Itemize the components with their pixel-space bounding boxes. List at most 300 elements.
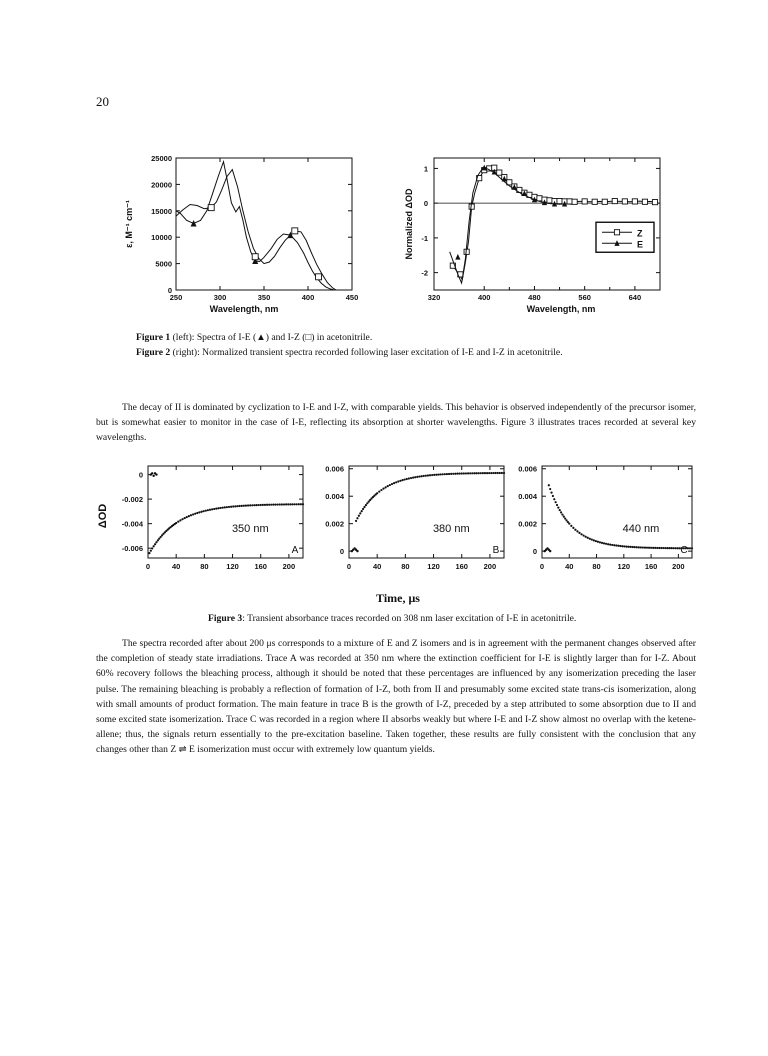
figure-3-data-point xyxy=(595,540,597,542)
figure-3-data-point xyxy=(283,503,285,505)
figure-2-ytick-label: 0 xyxy=(423,199,428,209)
figure-1-xtick-label: 400 xyxy=(301,293,315,302)
figure-3-data-point xyxy=(186,516,188,518)
figure-3-data-point xyxy=(423,475,425,477)
figure-3-data-point xyxy=(205,510,207,512)
figure-2-marker-Z xyxy=(622,199,627,204)
figure-3-wavelength-label: 350 nm xyxy=(231,523,269,536)
figure-3-data-point xyxy=(366,502,368,504)
figure-3-data-point xyxy=(559,509,561,511)
figure-3-data-point xyxy=(157,539,159,541)
figure-3-data-point xyxy=(414,476,416,478)
figure-3-data-point xyxy=(662,547,664,549)
figure-3-data-point xyxy=(463,472,465,474)
figure-3-data-point xyxy=(552,495,554,497)
figure-3-data-point xyxy=(272,504,274,506)
figure-3-data-point xyxy=(302,503,304,505)
figure-3-data-point xyxy=(389,484,391,486)
figure-1-ytick-label: 25000 xyxy=(151,154,172,163)
figure-3-data-point xyxy=(258,504,260,506)
figure-3-data-point xyxy=(621,545,623,547)
figure-3-data-point xyxy=(277,503,279,505)
figure-3-xtick-label: 120 xyxy=(226,562,239,571)
figure-1-marker-I-Z xyxy=(208,205,214,211)
figure-3-xtick-label: 80 xyxy=(200,562,209,571)
figure-2-xtick-label: 320 xyxy=(427,293,441,302)
figure-3-ytick-label: 0 xyxy=(339,547,344,557)
figure-3-data-point xyxy=(431,474,433,476)
figure-3-data-point xyxy=(609,543,611,545)
figure-1-xtick-label: 250 xyxy=(169,293,183,302)
figure-3-data-point xyxy=(488,472,490,474)
figure-2-xtick-label: 400 xyxy=(477,293,491,302)
figure-3-data-point xyxy=(439,473,441,475)
figure-3-data-point xyxy=(380,489,382,491)
figure-3-data-point xyxy=(175,522,177,524)
figure-3-data-point xyxy=(619,545,621,547)
figure-3-ytick-label: -0.006 xyxy=(121,544,143,554)
figure-3-data-point xyxy=(397,480,399,482)
figure-3-baseline-point xyxy=(151,472,153,474)
figure-3-data-point xyxy=(395,481,397,483)
figure-3-data-point xyxy=(654,547,656,549)
figure-3-data-point xyxy=(287,503,289,505)
figure-3-baseline-point xyxy=(356,550,358,552)
figure-3-data-point xyxy=(418,475,420,477)
figure-3-data-point xyxy=(155,541,157,543)
figure-1-ylabel: ε, M⁻¹ cm⁻¹ xyxy=(124,200,134,248)
figure-3-xtick-label: 200 xyxy=(282,562,296,571)
figure-3-data-point xyxy=(247,504,249,506)
figure-3-ytick-label: -0.004 xyxy=(121,519,143,529)
figure-3-data-point xyxy=(226,506,228,508)
figure-2-marker-Z xyxy=(632,199,637,204)
figure-3-data-point xyxy=(563,516,565,518)
figure-3-data-point xyxy=(580,533,582,535)
figure-3-data-point xyxy=(475,472,477,474)
figure-3-data-point xyxy=(597,541,599,543)
figure-3-data-point xyxy=(675,547,677,549)
figure-2-legend-label: Z xyxy=(637,228,643,239)
figure-3-data-point xyxy=(236,505,238,507)
figure-3-data-point xyxy=(564,517,566,519)
figure-2-marker-Z xyxy=(567,199,572,204)
figure-3-data-point xyxy=(361,510,363,512)
figure-3-data-point xyxy=(232,505,234,507)
figure-3-data-point xyxy=(279,503,281,505)
figure-3-data-point xyxy=(603,542,605,544)
figure-3-data-point xyxy=(298,503,300,505)
figure-3-data-point xyxy=(467,472,469,474)
figure-2-caption xyxy=(136,346,696,360)
figure-3-data-point xyxy=(497,472,499,474)
figure-3-data-point xyxy=(177,521,179,523)
figure-3-data-point xyxy=(582,534,584,536)
figure-3-data-point xyxy=(435,474,437,476)
figure-1-ytick-label: 15000 xyxy=(151,206,172,216)
paragraph-1-text: The decay of II is dominated by cyclization to I-E and I-Z, with comparable yields. This behavior is observed independently of the precursor isomer, but is somewhat easier to monitor in the case of I-E, reflecting its absorption at shorter wavelengths. Figure 3 illustrates traces recorded at several key wavelengths. xyxy=(96,402,696,444)
figure-3-data-point xyxy=(253,504,255,506)
figure-3-data-point xyxy=(255,504,257,506)
figure-3-data-point xyxy=(473,472,475,474)
figure-3-data-point xyxy=(646,547,648,549)
figure-3-data-point xyxy=(264,504,266,506)
figure-3-wavelength-label: 440 nm xyxy=(622,523,660,536)
figure-2-caption-text: (right): Normalized transient spectra recorded following laser excitation of I-E and I-Z in acetonitrile. xyxy=(170,347,563,358)
figure-3-xtick-label: 40 xyxy=(373,562,382,571)
figure-3-panel-B xyxy=(325,465,505,571)
figure-3-data-point xyxy=(200,511,202,513)
figure-3-data-point xyxy=(387,485,389,487)
figure-3-data-point xyxy=(148,552,150,554)
figure-3-data-point xyxy=(243,505,245,507)
figure-3-data-point xyxy=(490,472,492,474)
figure-3-data-point xyxy=(274,503,276,505)
figure-3-data-point xyxy=(429,474,431,476)
figure-3-data-point xyxy=(478,472,480,474)
figure-3-data-point xyxy=(666,547,668,549)
figure-1-series-line-I-E xyxy=(176,162,334,290)
figure-3-data-point xyxy=(355,520,357,522)
figure-3-data-point xyxy=(448,473,450,475)
figure-3-data-point xyxy=(656,547,658,549)
figure-3-caption xyxy=(208,612,728,626)
figure-3-data-point xyxy=(154,543,156,545)
figure-2-marker-Z xyxy=(592,199,597,204)
figure-3-data-point xyxy=(266,504,268,506)
figure-3-data-point xyxy=(627,546,629,548)
figure-3-panel-letter: A xyxy=(291,545,299,556)
figure-1-marker-I-E xyxy=(191,220,197,227)
figure-3-panel-A xyxy=(122,466,304,571)
figure-3-data-point xyxy=(486,472,488,474)
figure-3-data-point xyxy=(427,474,429,476)
figure-3-data-point xyxy=(444,473,446,475)
figure-3-data-point xyxy=(291,503,293,505)
figure-3-data-point xyxy=(465,472,467,474)
figure-3-baseline-point xyxy=(155,473,157,475)
figure-3-data-point xyxy=(211,508,213,510)
figure-3-data-point xyxy=(677,547,679,549)
figure-3-data-point xyxy=(217,507,219,509)
figure-2-marker-E xyxy=(455,254,460,260)
figure-3-data-point xyxy=(548,484,550,486)
figure-3-data-point xyxy=(406,478,408,480)
figure-2-marker-Z xyxy=(572,199,577,204)
figure-2-legend-box xyxy=(596,222,654,252)
figure-3-data-point xyxy=(219,507,221,509)
figure-3-data-point xyxy=(268,504,270,506)
figure-1-marker-I-Z xyxy=(252,254,258,260)
figure-2-xtick-label: 560 xyxy=(578,293,591,302)
figure-1-caption xyxy=(136,331,696,345)
figure-3-data-point xyxy=(192,513,194,515)
figure-3-data-point xyxy=(471,472,473,474)
figure-3-data-point xyxy=(587,537,589,539)
figure-3-data-point xyxy=(213,508,215,510)
figure-1-xtick-label: 350 xyxy=(257,293,271,302)
figure-3-data-point xyxy=(570,525,572,527)
figure-2-chart xyxy=(400,150,670,322)
figure-3-xtick-label: 0 xyxy=(145,562,151,571)
figure-1-xtick-label: 450 xyxy=(345,293,359,302)
figure-3-data-point xyxy=(207,509,209,511)
figure-3-data-point xyxy=(203,510,205,512)
figure-3-data-point xyxy=(224,506,226,508)
figure-3-data-point xyxy=(293,503,295,505)
figure-3-data-point xyxy=(593,539,595,541)
figure-2-xtick-label: 640 xyxy=(628,293,642,302)
figure-3-data-point xyxy=(362,508,364,510)
figure-3-data-point xyxy=(228,506,230,508)
figure-3-data-point xyxy=(241,505,243,507)
figure-2-legend-label: E xyxy=(637,239,644,250)
figure-3-data-point xyxy=(672,547,674,549)
figure-3-xtick-label: 160 xyxy=(455,562,468,571)
figure-3-data-point xyxy=(605,543,607,545)
paragraph-2-text: The spectra recorded after about 200 μs corresponds to a mixture of E and Z isomers and is in agreement with the permanent changes observed after the completion of steady state irradiations. Trace A was recorded at 350 nm where the extinction coefficient for I-E is slightly larger than for I-Z. About 60% recovery follows the bleaching process, although it should be noted that these percentages are influenced by any isomerization preceding the laser pulse. The remaining bleaching is probably a reflection of formation of I-Z, both from II and presumably some excited state trans-cis isomerization, along with small amounts of product formation. The main feature in trace B is the growth of I-Z, preceded by a step attributed to some absorption due to II and some excited state isomerization. Trace C was recorded in a region where II absorbs weakly but where I-E and I-Z show almost no overlap with the ketene-allene; thus, the signals return essentially to the pre-excitation baseline. Taken together, these results are fully consistent with the conclusion that any changes other than Z ⇌ E isomerization must occur with extremely low quantum yields. xyxy=(96,638,696,756)
figure-3-data-point xyxy=(365,504,367,506)
figure-3-data-point xyxy=(382,488,384,490)
figure-3-data-point xyxy=(385,486,387,488)
figure-2-marker-Z xyxy=(652,200,657,205)
figure-3-data-point xyxy=(358,515,360,517)
figure-3-data-point xyxy=(634,546,636,548)
figure-3-data-point xyxy=(416,476,418,478)
figure-3-data-point xyxy=(670,547,672,549)
figure-3-xtick-label: 200 xyxy=(672,562,685,571)
figure-3-data-point xyxy=(450,473,452,475)
figure-3-data-point xyxy=(599,541,601,543)
figure-3-panel-frame xyxy=(349,466,504,558)
figure-3-data-point xyxy=(664,547,666,549)
figure-2-ytick-label: 1 xyxy=(423,164,428,174)
figure-3-data-point xyxy=(482,472,484,474)
figure-3-data-point xyxy=(230,506,232,508)
figure-3-data-point xyxy=(501,472,503,474)
figure-3-panel-C xyxy=(518,465,693,571)
figure-3-panel-letter: C xyxy=(680,545,688,556)
figure-3-data-point xyxy=(378,490,380,492)
figure-2-marker-Z xyxy=(497,170,502,175)
figure-3-xtick-label: 120 xyxy=(617,562,631,571)
figure-3-xtick-label: 80 xyxy=(401,562,410,571)
figure-3-data-point xyxy=(194,513,196,515)
figure-3-data-point xyxy=(623,545,625,547)
figure-3-data-point xyxy=(391,483,393,485)
figure-2-marker-Z xyxy=(557,198,562,203)
figure-3-data-point xyxy=(359,512,361,514)
figure-2-marker-Z xyxy=(602,199,607,204)
figure-3-data-point xyxy=(198,511,200,513)
figure-3-data-point xyxy=(557,507,559,509)
figure-3-panel-letter: B xyxy=(492,545,500,556)
figure-1-ytick-label: 20000 xyxy=(151,180,172,190)
figure-3-ytick-label: 0.002 xyxy=(325,519,344,529)
figure-2-ytick-label: -1 xyxy=(421,233,428,243)
figure-3-data-point xyxy=(640,546,642,548)
figure-3-data-point xyxy=(550,492,552,494)
figure-3-data-point xyxy=(209,509,211,511)
figure-3-xtick-label: 200 xyxy=(483,562,497,571)
figure-3-data-point xyxy=(480,472,482,474)
figure-3-data-point xyxy=(376,492,378,494)
figure-3-data-point xyxy=(652,547,654,549)
figure-2-legend-marker xyxy=(614,230,619,235)
figure-3-xtick-label: 0 xyxy=(346,562,352,571)
figure-3-data-point xyxy=(270,504,272,506)
figure-3-ytick-label: 0.004 xyxy=(325,492,344,502)
figure-3-xtick-label: 120 xyxy=(427,562,440,571)
figure-3-caption-label: Figure 3 xyxy=(208,613,243,624)
figure-3-data-point xyxy=(658,547,660,549)
figure-3-ytick-label: 0 xyxy=(138,470,143,480)
figure-3-data-point xyxy=(153,545,155,547)
figure-3-data-point xyxy=(289,503,291,505)
figure-3-panel-frame xyxy=(148,466,303,558)
figure-3-data-point xyxy=(150,550,152,552)
figure-3-data-point xyxy=(238,505,240,507)
figure-3-data-point xyxy=(461,472,463,474)
figure-3-data-point xyxy=(300,503,302,505)
figure-3-xtick-label: 40 xyxy=(565,562,574,571)
figure-3-data-point xyxy=(408,477,410,479)
figure-3-data-point xyxy=(494,472,496,474)
figure-3-xtick-label: 80 xyxy=(592,562,601,571)
figure-2-marker-Z xyxy=(582,199,587,204)
figure-3-data-point xyxy=(262,504,264,506)
figure-3-data-point xyxy=(437,473,439,475)
figure-3-xlabel: Time, μs xyxy=(376,591,420,605)
figure-3-data-point xyxy=(393,482,395,484)
figure-3-data-point xyxy=(179,519,181,521)
figure-3-ytick-label: 0 xyxy=(532,547,537,557)
figure-3-data-point xyxy=(281,503,283,505)
figure-3-data-point xyxy=(215,507,217,509)
paragraph-1 xyxy=(96,400,696,446)
figure-1-series-line-I-Z xyxy=(176,170,336,290)
figure-3-data-point xyxy=(151,547,153,549)
figure-3-data-point xyxy=(572,527,574,529)
figure-3-data-point xyxy=(617,545,619,547)
figure-3-data-point xyxy=(578,532,580,534)
figure-1-ytick-label: 0 xyxy=(167,286,172,295)
figure-3-data-point xyxy=(555,501,557,503)
figure-1-caption-text: (left): Spectra of I-E (▲) and I-Z (□) in acetonitrile. xyxy=(170,332,373,343)
figure-3-data-point xyxy=(469,472,471,474)
figure-3-data-point xyxy=(615,544,617,546)
figure-3-data-point xyxy=(636,546,638,548)
figure-2-ylabel: Normalized ΔOD xyxy=(404,188,414,260)
figure-3-data-point xyxy=(433,474,435,476)
page-number: 20 xyxy=(96,94,109,109)
figure-3-data-point xyxy=(576,530,578,532)
figure-3-data-point xyxy=(454,473,456,475)
figure-3-data-point xyxy=(356,517,358,519)
figure-3-data-point xyxy=(499,472,501,474)
figure-3-data-point xyxy=(630,546,632,548)
figure-3-data-point xyxy=(613,544,615,546)
figure-2-marker-Z xyxy=(537,196,542,201)
figure-3-data-point xyxy=(607,543,609,545)
figure-2-legend xyxy=(596,222,654,252)
figure-3-data-point xyxy=(399,480,401,482)
figure-1-ytick-label: 5000 xyxy=(155,259,172,269)
figure-3-data-point xyxy=(625,545,627,547)
figure-3-data-point xyxy=(668,547,670,549)
figure-3-data-point xyxy=(222,507,224,509)
figure-3-data-point xyxy=(184,517,186,519)
figure-3-data-point xyxy=(188,515,190,517)
figure-3-data-point xyxy=(556,504,558,506)
figure-3-data-point xyxy=(196,512,198,514)
figure-3-data-point xyxy=(190,514,192,516)
figure-3-ytick-label: -0.002 xyxy=(121,495,143,505)
figure-1-plot-frame xyxy=(176,158,352,290)
figure-3-data-point xyxy=(691,547,693,549)
figure-3-data-point xyxy=(404,478,406,480)
figure-3-data-point xyxy=(425,475,427,477)
figure-3-data-point xyxy=(181,518,183,520)
figure-3-xtick-label: 160 xyxy=(254,562,267,571)
figure-3-data-point xyxy=(158,538,160,540)
figure-2-marker-Z xyxy=(612,198,617,203)
figure-3-data-point xyxy=(642,546,644,548)
figure-3-data-point xyxy=(689,547,691,549)
figure-3-data-point xyxy=(296,503,298,505)
figure-3-data-point xyxy=(638,546,640,548)
figure-3-ytick-label: 0.002 xyxy=(518,519,537,529)
paragraph-2 xyxy=(96,636,696,758)
figure-3-data-point xyxy=(650,547,652,549)
figure-3-data-point xyxy=(565,519,567,521)
figure-1-xtick-label: 300 xyxy=(213,293,227,302)
figure-3-data-point xyxy=(452,473,454,475)
figure-3-panel-frame xyxy=(542,466,692,558)
figure-3-data-point xyxy=(484,472,486,474)
figure-3-caption-text: : Transient absorbance traces recorded on 308 nm laser excitation of I-E in acetonitrile. xyxy=(242,613,577,624)
figure-1-xlabel: Wavelength, nm xyxy=(209,304,279,314)
figure-3-wavelength-label: 380 nm xyxy=(432,523,470,536)
figure-3-data-point xyxy=(410,477,412,479)
figure-3-data-point xyxy=(442,473,444,475)
figure-3-data-point xyxy=(632,546,634,548)
figure-3-data-point xyxy=(549,488,551,490)
figure-3-xtick-label: 0 xyxy=(539,562,545,571)
figure-3-data-point xyxy=(459,472,461,474)
figure-3-ytick-label: 0.006 xyxy=(518,464,537,474)
figure-3-ylabel: ΔOD xyxy=(97,503,109,529)
figure-3-data-point xyxy=(285,503,287,505)
figure-3-data-point xyxy=(574,529,576,531)
figure-3-data-point xyxy=(245,505,247,507)
figure-3-data-point xyxy=(648,547,650,549)
figure-3-data-point xyxy=(561,513,563,515)
figure-3-data-point xyxy=(601,542,603,544)
figure-2-marker-Z xyxy=(547,198,552,203)
figure-3-data-point xyxy=(644,547,646,549)
figure-3-data-point xyxy=(260,504,262,506)
figure-3-data-point xyxy=(363,506,365,508)
figure-3-data-point xyxy=(560,511,562,513)
figure-3-data-point xyxy=(251,504,253,506)
figure-3-baseline-point xyxy=(549,550,551,552)
figure-3-ytick-label: 0.004 xyxy=(518,492,537,502)
figure-3-data-point xyxy=(492,472,494,474)
figure-3-data-point xyxy=(591,538,593,540)
figure-3-data-point xyxy=(401,479,403,481)
figure-3-data-point xyxy=(660,547,662,549)
